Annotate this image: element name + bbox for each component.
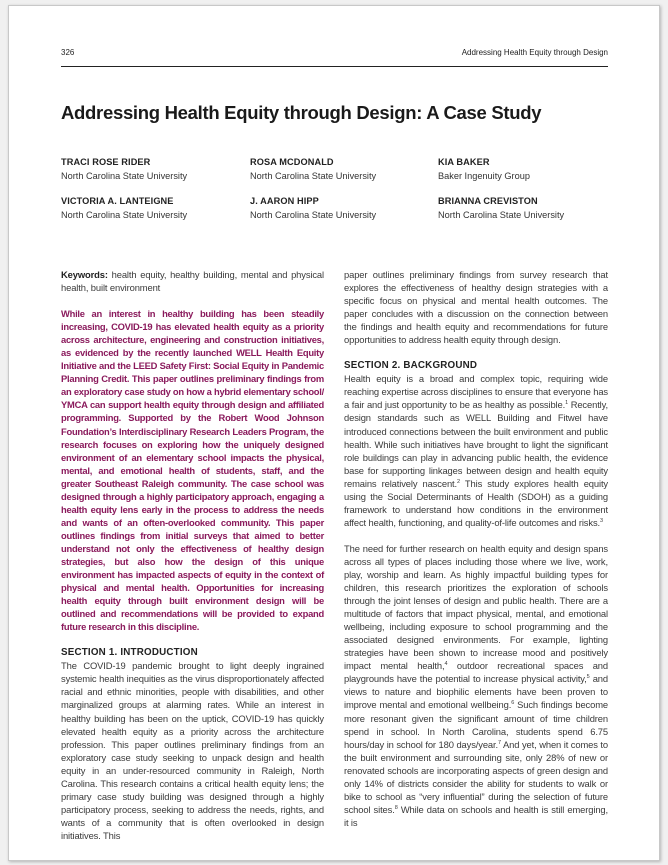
left-column xyxy=(61,268,324,842)
paper-page xyxy=(8,5,660,861)
abstract: While an interest in healthy building has been steadily increasing, COVID-19 has elevated health equity as a priority across architecture, engineering and construction initiatives, as evidenced by the recently launched WELL Health Equity Initiative and the LEED Safety First: Social Equity in Pandemic Planning Credit. This paper outlines preliminary findings from an exploratory case study on how a hybrid elementary school/ YMCA can support health equity through design and affiliated programming. Supported by the Robert Wood Johnson Foundation’s Interdisciplinary Research Leaders Program, the research focuses on exploring how the uniquely designed environment of an elementary school impacts the physical, mental, and emotional health of students, staff, and the greater Southeast Raleigh community. The case school was designed through a highly participatory approach, engaging a health equity lens early in the process to address the needs and wants of an often-overlooked community. This paper outlines findings from initial surveys that aimed to better understand not only the effectiveness of healthy design strategies, but also how the design of this unique environment has impacted aspects of equity in the context of physical and mental health. Opportunities for increasing health equity through built environment design will be outlined and recommendations will be provided to expand future research in this discipline. xyxy=(61,308,324,633)
author: VICTORIA A. LANTEIGNE North Carolina State University xyxy=(61,196,188,220)
running-title: Addressing Health Equity through Design xyxy=(461,48,608,57)
section-1-text: The COVID-19 pandemic brought to light deeply ingrained systemic health inequities as the virus disproportionately affected racial and ethnic minorities, people with disabilities, and other marginalized groups at alarming rates. While an interest in healthy building has been on the uptick, COVID-19 has quickly elevated health equity as a priority across the architecture profession. This paper outlines preliminary findings from an exploratory case study seeking to unpack design and health equity in an under-resourced community in Raleigh, North Carolina. This research contains a critical health equity lens; the primary case study building was designed through a highly participatory process, seeking to address the needs, rights, and wants of a community that is often overlooked in design initiatives. This xyxy=(61,660,324,841)
section-1-continued: paper outlines preliminary findings from survey research that explores the effectiveness of healthy design strategies with a specific focus on physical and mental health outcomes. The paper concludes with a discussion on the connection between the findings and health equity and recommendations for future opportunities to address health equity through design. xyxy=(344,269,608,346)
keywords: Keywords: health equity, healthy building, mental and physical health, built environment xyxy=(61,269,324,294)
author: KIA BAKER Baker Ingenuity Group xyxy=(438,157,530,181)
section-2-paragraph-1: Health equity is a broad and complex topic, requiring wide reaching expertise across disciplines to ensure that everyone has a fair and just opportunity to be as healthy as possible.$^1$ Recently, design standards such as WELL Building and Fitwel have introduced connections between the built environment and public health. While such initiatives have brought to light the significant role buildings can play in advancing public health, the evidence base for supporting linkages between design and health equity remains relatively nascent.$^2$ This study explores health equity using the Social Determinants of Health (SDOH) as a guiding framework to understand how conditions in the environment affect health, functioning, and quality-of-life outcomes and risks.$^3$ xyxy=(344,373,609,528)
author: TRACI ROSE RIDER North Carolina State University xyxy=(61,157,188,181)
author: ROSA MCDONALD North Carolina State University xyxy=(250,157,377,181)
paper-title: Addressing Health Equity through Design: A Case Study xyxy=(61,102,542,123)
author: BRIANNA CREVISTON North Carolina State University xyxy=(438,196,565,220)
section-1-heading: SECTION 1. INTRODUCTION xyxy=(61,647,198,659)
section-2-paragraph-2: The need for further research on health equity and design spans across all types of places including those where we live, work, play, worship and learn. As highly impactful building types for children, this research prioritizes the exploration of schools through the joint lenses of design and public health. There are a multitude of factors that impact physical, mental, and emotional wellbeing, including exposure to school programming and the associated designed environments. For example, lighting strategies have been shown to increase mood and positively impact mental health,$^4$ outdoor recreational spaces and playgrounds have the potential to increase physical activity,$^5$ and views to nature and biophilic elements have been proven to improve mental and emotional wellbeing.$^6$ Such findings become more resonant given the significant amount of time children spend in school. In North Carolina, students spend 6.75 hours/day in school for 180 days/year.$^7$ And yet, when it comes to the built environment and surrounding site, only 28% of new or renovated schools are incorporating aspects of green design and only 14% of districts consider the ability for students to walk or bike to school as “very influential” during the selection of future school sites.$^8$ While data on schools and health is still emerging, it is xyxy=(344,542,608,828)
right-column xyxy=(344,268,608,829)
author: J. AARON HIPP North Carolina State University xyxy=(250,196,377,220)
page-number: 326 xyxy=(61,48,75,57)
header-rule xyxy=(61,66,608,67)
section-2-heading: SECTION 2. BACKGROUND xyxy=(344,360,478,372)
